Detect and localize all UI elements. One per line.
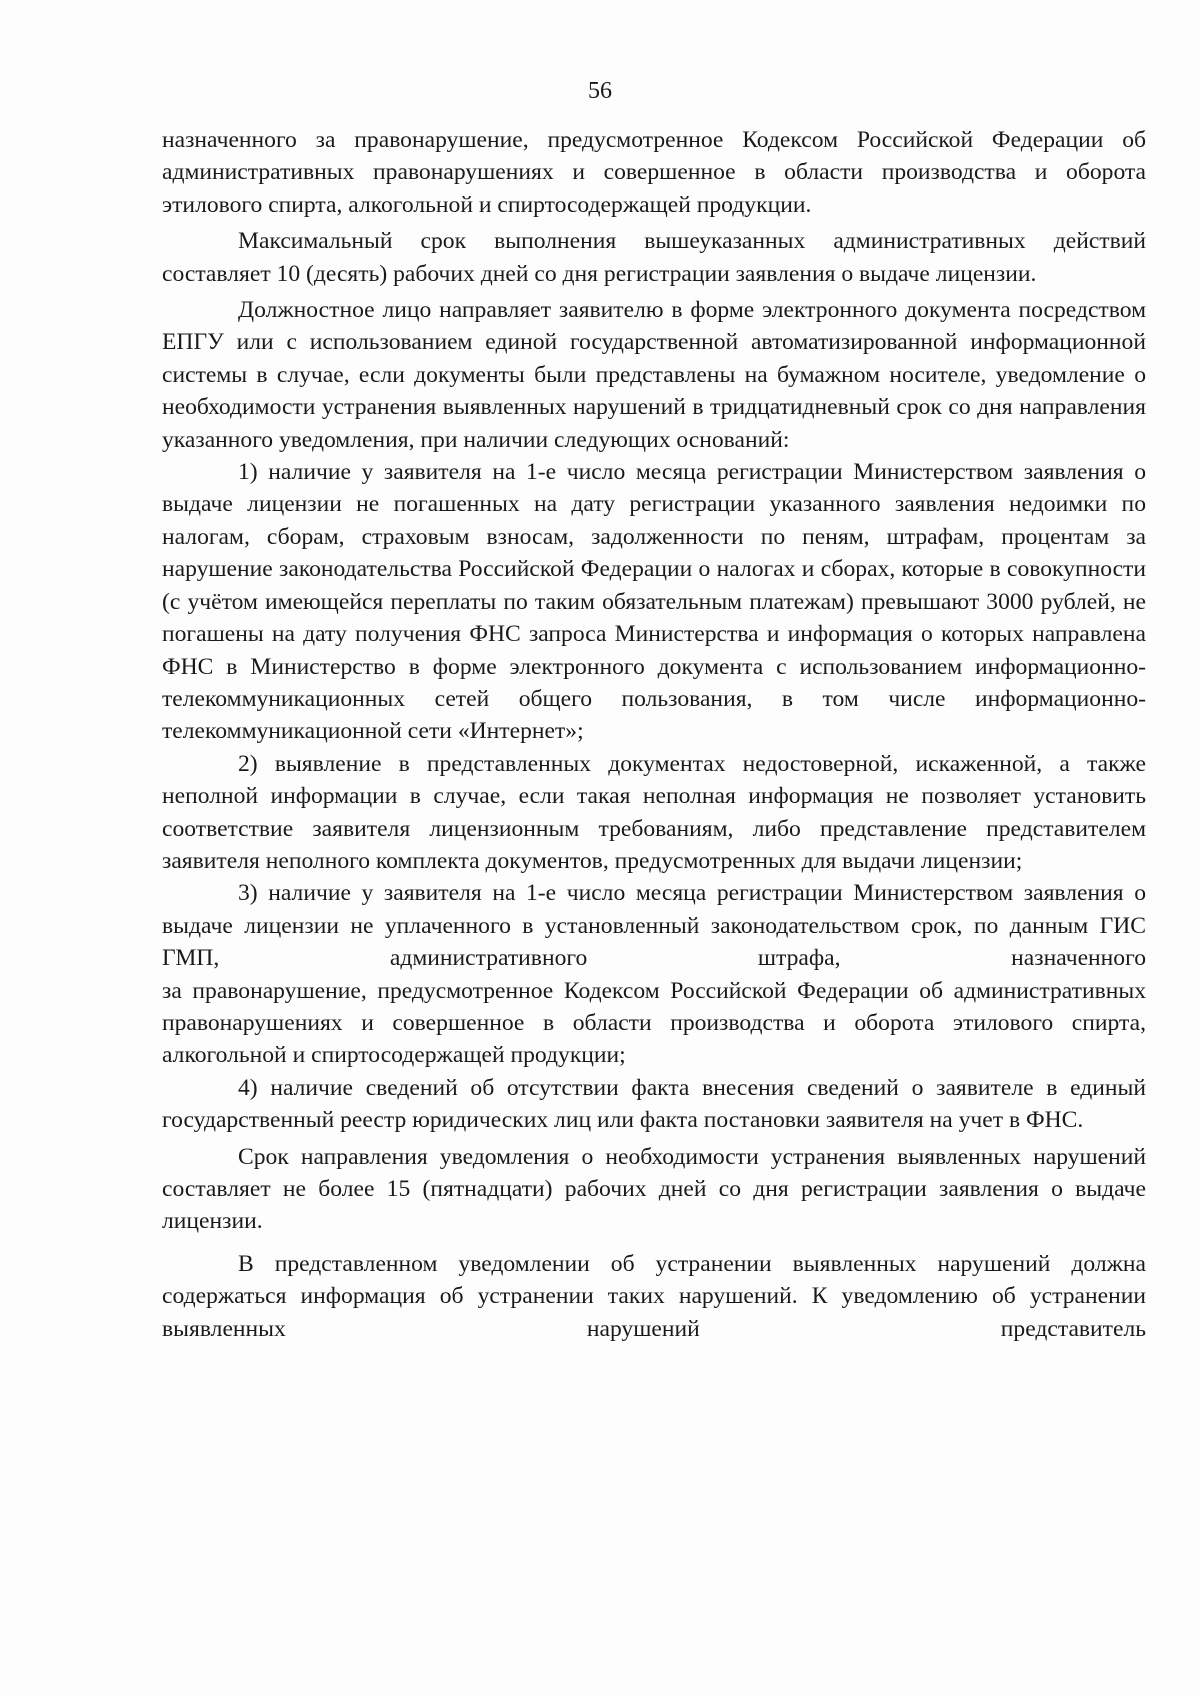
list-item-3-continuation: за правонарушение, предусмотренное Кодексом Российской Федерации об административных правонарушениях и совершенное в области производства и оборота этилового спирта, алкогольной и спиртосодержащей продукции; [162,977,1146,1069]
paragraph-continuation: назначенного за правонарушение, предусмотренное Кодексом Российской Федерации об административных правонарушениях и совершенное в области производства и оборота этилового спирта, алкогольной и спиртосодержащей продукции. [162,127,1146,218]
list-item-4-registry: 4) наличие сведений об отсутствии факта внесения сведений о заявителе в единый государственный реестр юридических лиц или факта постановки заявителя на учет в ФНС. [162,1074,1146,1134]
document-body [162,124,1146,1345]
page-number: 56 [588,78,612,104]
list-item-1-tax-debt: 1) наличие у заявителя на 1-е число месяца регистрации Министерством заявления о выдаче лицензии не погашенных на дату регистрации указанного заявления недоимки по налогам, сборам, страховым взносам, задолженности по пеням, штрафам, процентам за нарушение законодательства Российской Федерации о налогах и сборах, которые в совокупности (с учётом имеющейся переплаты по таким обязательным платежам) превышают 3000 рублей, не погашены на дату получения ФНС запроса Министерства и информация о которых направлена ФНС в Министерство в форме электронного документа с использованием информационно-телекоммуникационных сетей общего пользования, в том числе информационно-телекоммуникационной сети «Интернет»; [162,459,1146,745]
paragraph-elimination-notice: В представленном уведомлении об устранении выявленных нарушений должна содержаться информация об устранении таких нарушений. К уведомлению об устранении выявленных нарушений представитель [162,1250,1146,1342]
paragraph-notice-term: Срок направления уведомления о необходимости устранения выявленных нарушений составляет не более 15 (пятнадцати) рабочих дней со дня регистрации заявления о выдаче лицензии. [162,1143,1146,1235]
paragraph-official-notice: Должностное лицо направляет заявителю в форме электронного документа посредством ЕПГУ или с использованием единой государственной автоматизированной информационной системы в случае, если документы были представлены на бумажном носителе, уведомление о необходимости устранения выявленных нарушений в тридцатидневный срок со дня направления указанного уведомления, при наличии следующих оснований: [162,297,1146,453]
paragraph-max-term: Максимальный срок выполнения вышеуказанных административных действий составляет 10 (десять) рабочих дней со дня регистрации заявления о выдаче лицензии. [162,228,1146,287]
list-item-2-incomplete-info: 2) выявление в представленных документах недостоверной, искаженной, а также неполной информации в случае, если такая неполная информация не позволяет установить соответствие заявителя лицензионным требованиям, либо представление представителем заявителя неполного комплекта документов, предусмотренных для выдачи лицензии; [162,750,1146,874]
list-item-3-unpaid-fine: 3) наличие у заявителя на 1-е число месяца регистрации Министерством заявления о выдаче лицензии не уплаченного в установленный законодательством срок, по данным ГИС ГМП, административного штрафа, назначенного [162,880,1146,972]
